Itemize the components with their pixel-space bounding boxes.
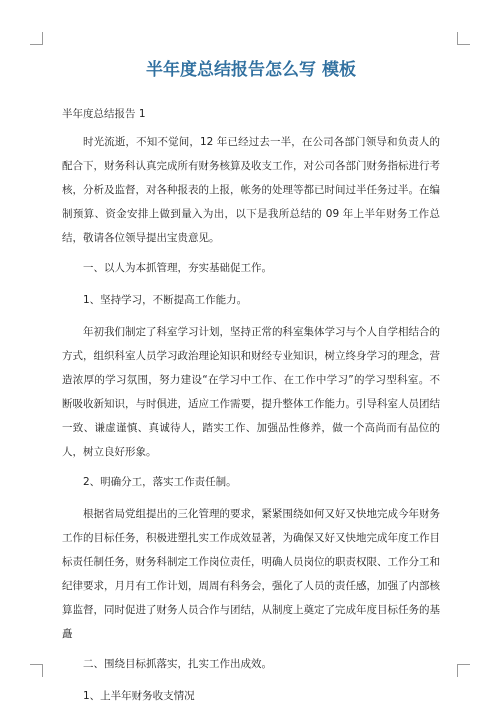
paragraph-study: 年初我们制定了科室学习计划，坚持正常的科室集体学习与个人自学相结合的方式，组织科室人员学习政治理论知识和财经专业知识，树立终身学习的理念，营造浓厚的学习氛围，努力建设“在学习中工作、在工作中学习”的学习型科室。不断吸收新知识，与时俱进，适应工作需要，提升整体工作能力。引导科室人员团结一致、谦虚谨慎、真诚待人，踏实工作、加强品性修养，做一个高尚而有品位的人，树立良好形象。 [62,326,440,458]
paragraph-responsibility: 根据省局党组提出的三化管理的要求，紧紧围绕如何又好又快地完成今年财务工作的目标任务，积极进塑扎实工作成效显著，为确保又好又快地完成年度工作目标责任制任务，财务科制定工作岗位责任，明确人员岗位的职责权限、工作分工和纪律要求，月月有工作计划，周周有科务会，强化了人员的责任感，加强了内部核算监督，同时促进了财务人员合作与团结，从制度上奠定了完成年度目标任务的基矗 [62,508,440,640]
document-subtitle: 半年度总结报告 1 [62,108,146,120]
corner-mark-bottom-right [457,664,470,677]
document-title: 半年度总结报告怎么写 模板 [146,60,356,80]
subsection-heading-1-2: 2、明确分工，落实工作责任制。 [83,476,237,488]
section-heading-2: 二、围绕目标抓落实，扎实工作出成效。 [83,658,272,670]
paragraph-intro: 时光流逝，不知不觉间，12 年已经过去一半，在公司各部门领导和负责人的配合下，财务科认真完成所有财务核算及收支工作，对公司各部门财务指标进行考核，分析及监督，对各种报表的上报，帐务的处理等都已时间过半任务过半。在编制预算、资金安排上做到量入为出，以下是我所总结的 09 年上半年财务工作总结，敬请各位领导提出宝贵意见。 [62,136,440,244]
subsection-heading-2-1: 1、上半年财务收支情况 [83,690,195,702]
document-page [62,58,440,716]
corner-mark-top-left [30,32,43,45]
section-heading-1: 一、以人为本抓管理，夯实基础促工作。 [83,262,272,274]
corner-mark-top-right [457,32,470,45]
corner-mark-bottom-left [30,664,43,677]
subsection-heading-1-1: 1、坚持学习，不断提高工作能力。 [83,294,248,306]
